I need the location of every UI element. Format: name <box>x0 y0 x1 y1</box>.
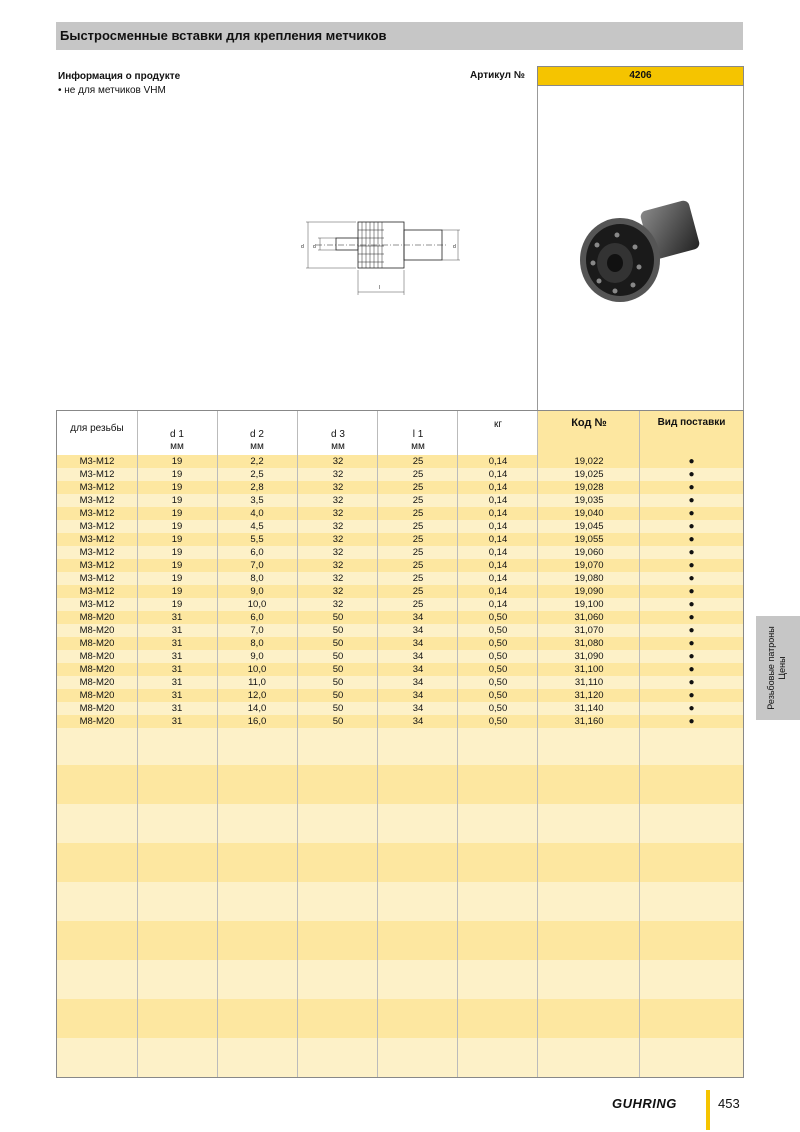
cell-d1: 19 <box>171 599 183 610</box>
cell-thread: M8-M20 <box>79 612 115 623</box>
cell-kg: 0,50 <box>488 716 508 727</box>
table-row <box>57 481 743 494</box>
header-d3: d 3 <box>331 429 345 440</box>
header-l1: l 1 <box>412 429 424 440</box>
empty-band <box>57 726 743 765</box>
cell-kg: 0,50 <box>488 625 508 636</box>
table-row <box>57 637 743 650</box>
header-delivery: Вид поставки <box>657 417 726 428</box>
column-divider <box>537 411 538 1077</box>
cell-l1: 34 <box>412 625 424 636</box>
cell-d3: 32 <box>332 547 344 558</box>
cell-kg: 0,14 <box>488 534 508 545</box>
cell-thread: M3-M12 <box>79 534 115 545</box>
cell-thread: M8-M20 <box>79 664 115 675</box>
table-row <box>57 520 743 533</box>
cell-code: 31,070 <box>574 625 604 636</box>
cell-delivery: ● <box>688 560 695 571</box>
cell-thread: M3-M12 <box>79 547 115 558</box>
cell-d2: 7,0 <box>250 560 264 571</box>
table-row <box>57 676 743 689</box>
cell-d1: 31 <box>171 638 183 649</box>
technical-drawing-icon <box>296 210 466 300</box>
cell-code: 19,070 <box>574 560 604 571</box>
cell-l1: 34 <box>412 638 424 649</box>
cell-d2: 2,5 <box>250 469 264 480</box>
cell-d2: 10,0 <box>247 664 267 675</box>
cell-thread: M3-M12 <box>79 560 115 571</box>
cell-l1: 25 <box>412 586 424 597</box>
cell-kg: 0,14 <box>488 456 508 467</box>
cell-l1: 34 <box>412 612 424 623</box>
footer-accent-bar <box>706 1090 710 1130</box>
cell-d3: 32 <box>332 482 344 493</box>
cell-d1: 19 <box>171 560 183 571</box>
cell-code: 19,040 <box>574 508 604 519</box>
cell-delivery: ● <box>688 495 695 506</box>
cell-d2: 16,0 <box>247 716 267 727</box>
cell-kg: 0,50 <box>488 664 508 675</box>
cell-d2: 8,0 <box>250 573 264 584</box>
cell-delivery: ● <box>688 573 695 584</box>
empty-band <box>57 999 743 1038</box>
cell-d2: 9,0 <box>250 586 264 597</box>
cell-l1: 25 <box>412 469 424 480</box>
cell-d3: 32 <box>332 560 344 571</box>
cell-kg: 0,50 <box>488 651 508 662</box>
cell-d3: 50 <box>332 664 344 675</box>
cell-kg: 0,14 <box>488 599 508 610</box>
svg-text:d: d <box>453 244 456 250</box>
cell-l1: 34 <box>412 703 424 714</box>
side-tab[interactable] <box>756 616 800 720</box>
cell-kg: 0,14 <box>488 586 508 597</box>
empty-band <box>57 960 743 999</box>
cell-d2: 3,5 <box>250 495 264 506</box>
cell-kg: 0,14 <box>488 521 508 532</box>
empty-band <box>57 1038 743 1077</box>
cell-d3: 32 <box>332 521 344 532</box>
cell-l1: 34 <box>412 690 424 701</box>
header-l1-unit: мм <box>411 441 425 452</box>
table-row <box>57 650 743 663</box>
cell-l1: 34 <box>412 677 424 688</box>
cell-l1: 25 <box>412 534 424 545</box>
cell-d1: 19 <box>171 573 183 584</box>
cell-delivery: ● <box>688 664 695 675</box>
cell-delivery: ● <box>688 612 695 623</box>
cell-d1: 19 <box>171 521 183 532</box>
cell-kg: 0,14 <box>488 560 508 571</box>
cell-thread: M8-M20 <box>79 651 115 662</box>
cell-code: 19,022 <box>574 456 604 467</box>
cell-d1: 31 <box>171 703 183 714</box>
cell-thread: M3-M12 <box>79 469 115 480</box>
cell-kg: 0,14 <box>488 508 508 519</box>
header-d1-unit: мм <box>170 441 184 452</box>
cell-code: 19,100 <box>574 599 604 610</box>
column-divider <box>639 411 640 1077</box>
empty-band <box>57 843 743 882</box>
cell-d2: 12,0 <box>247 690 267 701</box>
cell-l1: 25 <box>412 573 424 584</box>
cell-l1: 34 <box>412 664 424 675</box>
cell-d1: 19 <box>171 586 183 597</box>
cell-l1: 34 <box>412 651 424 662</box>
column-divider <box>377 411 378 1077</box>
cell-d2: 4,0 <box>250 508 264 519</box>
table-row <box>57 715 743 728</box>
table-row <box>57 468 743 481</box>
cell-code: 19,090 <box>574 586 604 597</box>
cell-d3: 50 <box>332 612 344 623</box>
cell-d2: 11,0 <box>248 677 266 688</box>
table-row <box>57 611 743 624</box>
cell-code: 19,028 <box>574 482 604 493</box>
table-row <box>57 559 743 572</box>
cell-d2: 2,2 <box>250 456 264 467</box>
cell-delivery: ● <box>688 547 695 558</box>
cell-d3: 50 <box>332 651 344 662</box>
side-tab-label: Резьбовые патроны Цены <box>766 626 787 710</box>
cell-d3: 50 <box>332 625 344 636</box>
cell-code: 31,120 <box>574 690 604 701</box>
cell-kg: 0,14 <box>488 482 508 493</box>
table-row <box>57 455 743 468</box>
cell-thread: M3-M12 <box>79 521 115 532</box>
cell-d1: 19 <box>171 456 183 467</box>
cell-d1: 31 <box>171 625 183 636</box>
cell-d2: 5,5 <box>250 534 264 545</box>
cell-code: 31,090 <box>574 651 604 662</box>
cell-kg: 0,50 <box>488 638 508 649</box>
table-row <box>57 624 743 637</box>
cell-d3: 32 <box>332 599 344 610</box>
cell-d2: 8,0 <box>250 638 264 649</box>
cell-code: 31,140 <box>574 703 604 714</box>
cell-thread: M3-M12 <box>79 599 115 610</box>
table-row <box>57 494 743 507</box>
brand-logo: GUHRING <box>612 1096 677 1111</box>
cell-d1: 31 <box>171 664 183 675</box>
cell-delivery: ● <box>688 508 695 519</box>
table-row <box>57 689 743 702</box>
cell-d2: 6,0 <box>250 547 264 558</box>
cell-code: 31,160 <box>574 716 604 727</box>
cell-delivery: ● <box>688 638 695 649</box>
product-info-heading: Информация о продукте <box>58 71 181 82</box>
cell-d2: 2,8 <box>250 482 264 493</box>
table-row <box>57 546 743 559</box>
cell-thread: M8-M20 <box>79 677 115 688</box>
cell-kg: 0,50 <box>488 612 508 623</box>
cell-l1: 25 <box>412 456 424 467</box>
cell-thread: M8-M20 <box>79 690 115 701</box>
cell-d2: 14,0 <box>247 703 267 714</box>
svg-text:d: d <box>301 244 304 250</box>
cell-d3: 32 <box>332 508 344 519</box>
cell-thread: M8-M20 <box>79 625 115 636</box>
cell-thread: M3-M12 <box>79 586 115 597</box>
cell-d3: 50 <box>332 677 344 688</box>
cell-d1: 19 <box>171 547 183 558</box>
column-divider <box>457 411 458 1077</box>
cell-d2: 7,0 <box>250 625 264 636</box>
cell-code: 19,055 <box>574 534 604 545</box>
cell-thread: M8-M20 <box>79 716 115 727</box>
product-info-bullet: • не для метчиков VHM <box>58 85 166 96</box>
cell-thread: M3-M12 <box>79 573 115 584</box>
cell-code: 19,060 <box>574 547 604 558</box>
empty-band <box>57 765 743 804</box>
cell-delivery: ● <box>688 677 695 688</box>
page-number: 453 <box>718 1096 740 1111</box>
cell-delivery: ● <box>688 456 695 467</box>
table-row <box>57 585 743 598</box>
cell-d3: 50 <box>332 690 344 701</box>
cell-d3: 50 <box>332 638 344 649</box>
header-thread: для резьбы <box>70 423 124 434</box>
cell-d1: 31 <box>171 612 183 623</box>
cell-d1: 19 <box>171 469 183 480</box>
cell-d1: 19 <box>171 534 183 545</box>
cell-d3: 32 <box>332 456 344 467</box>
cell-d2: 9,0 <box>250 651 264 662</box>
cell-code: 19,045 <box>574 521 604 532</box>
cell-thread: M3-M12 <box>79 482 115 493</box>
cell-d1: 19 <box>171 482 183 493</box>
cell-d3: 32 <box>332 573 344 584</box>
table-row <box>57 702 743 715</box>
cell-l1: 25 <box>412 599 424 610</box>
cell-delivery: ● <box>688 534 695 545</box>
cell-code: 31,080 <box>574 638 604 649</box>
cell-d1: 31 <box>171 716 183 727</box>
table-row <box>57 572 743 585</box>
column-divider <box>297 411 298 1077</box>
header-d2: d 2 <box>250 429 264 440</box>
product-table <box>56 410 744 1078</box>
cell-d3: 32 <box>332 495 344 506</box>
header-d1: d 1 <box>170 429 184 440</box>
article-number: 4206 <box>629 70 652 81</box>
cell-delivery: ● <box>688 482 695 493</box>
cell-kg: 0,14 <box>488 469 508 480</box>
cell-l1: 25 <box>412 547 424 558</box>
cell-d1: 31 <box>171 677 183 688</box>
svg-text:l: l <box>379 285 381 291</box>
cell-delivery: ● <box>688 586 695 597</box>
cell-l1: 25 <box>412 521 424 532</box>
cell-code: 31,110 <box>574 677 604 688</box>
cell-code: 31,060 <box>574 612 604 623</box>
cell-kg: 0,50 <box>488 690 508 701</box>
product-info <box>58 70 180 98</box>
cell-delivery: ● <box>688 690 695 701</box>
article-number-box <box>537 66 744 86</box>
cell-code: 31,100 <box>574 664 604 675</box>
empty-band <box>57 882 743 921</box>
cell-delivery: ● <box>688 625 695 636</box>
title-bar <box>56 22 743 50</box>
column-divider <box>137 411 138 1077</box>
cell-l1: 25 <box>412 482 424 493</box>
table-row <box>57 533 743 546</box>
cell-d3: 32 <box>332 586 344 597</box>
table-header <box>57 411 743 455</box>
cell-d2: 6,0 <box>250 612 264 623</box>
cell-l1: 25 <box>412 508 424 519</box>
column-divider <box>217 411 218 1077</box>
header-code: Код № <box>571 417 607 429</box>
cell-thread: M3-M12 <box>79 508 115 519</box>
cell-d1: 31 <box>171 651 183 662</box>
cell-delivery: ● <box>688 521 695 532</box>
cell-l1: 34 <box>412 716 424 727</box>
cell-code: 19,025 <box>574 469 604 480</box>
cell-l1: 25 <box>412 495 424 506</box>
cell-d1: 19 <box>171 508 183 519</box>
cell-code: 19,080 <box>574 573 604 584</box>
header-kg: кг <box>493 419 503 430</box>
cell-thread: M8-M20 <box>79 703 115 714</box>
cell-delivery: ● <box>688 469 695 480</box>
cell-kg: 0,14 <box>488 495 508 506</box>
svg-text:d: d <box>313 244 316 250</box>
cell-delivery: ● <box>688 599 695 610</box>
cell-d2: 4,5 <box>250 521 264 532</box>
cell-kg: 0,50 <box>488 703 508 714</box>
cell-d2: 10,0 <box>247 599 267 610</box>
product-photo-icon <box>575 185 705 305</box>
header-d2-unit: мм <box>250 441 264 452</box>
page-title: Быстросменные вставки для крепления метчиков <box>60 28 387 43</box>
cell-d3: 32 <box>332 469 344 480</box>
empty-band <box>57 921 743 960</box>
cell-d1: 19 <box>171 495 183 506</box>
cell-kg: 0,50 <box>488 677 508 688</box>
cell-delivery: ● <box>688 703 695 714</box>
cell-delivery: ● <box>688 716 695 727</box>
table-row <box>57 663 743 676</box>
cell-thread: M3-M12 <box>79 456 115 467</box>
header-d3-unit: мм <box>331 441 345 452</box>
cell-d3: 50 <box>332 716 344 727</box>
cell-kg: 0,14 <box>488 573 508 584</box>
table-row <box>57 598 743 611</box>
cell-thread: M8-M20 <box>79 638 115 649</box>
cell-d1: 31 <box>171 690 183 701</box>
table-row <box>57 507 743 520</box>
cell-code: 19,035 <box>574 495 604 506</box>
cell-d3: 50 <box>332 703 344 714</box>
article-label: Артикул № <box>470 70 525 81</box>
cell-thread: M3-M12 <box>79 495 115 506</box>
empty-band <box>57 804 743 843</box>
cell-l1: 25 <box>412 560 424 571</box>
cell-d3: 32 <box>332 534 344 545</box>
cell-kg: 0,14 <box>488 547 508 558</box>
cell-delivery: ● <box>688 651 695 662</box>
